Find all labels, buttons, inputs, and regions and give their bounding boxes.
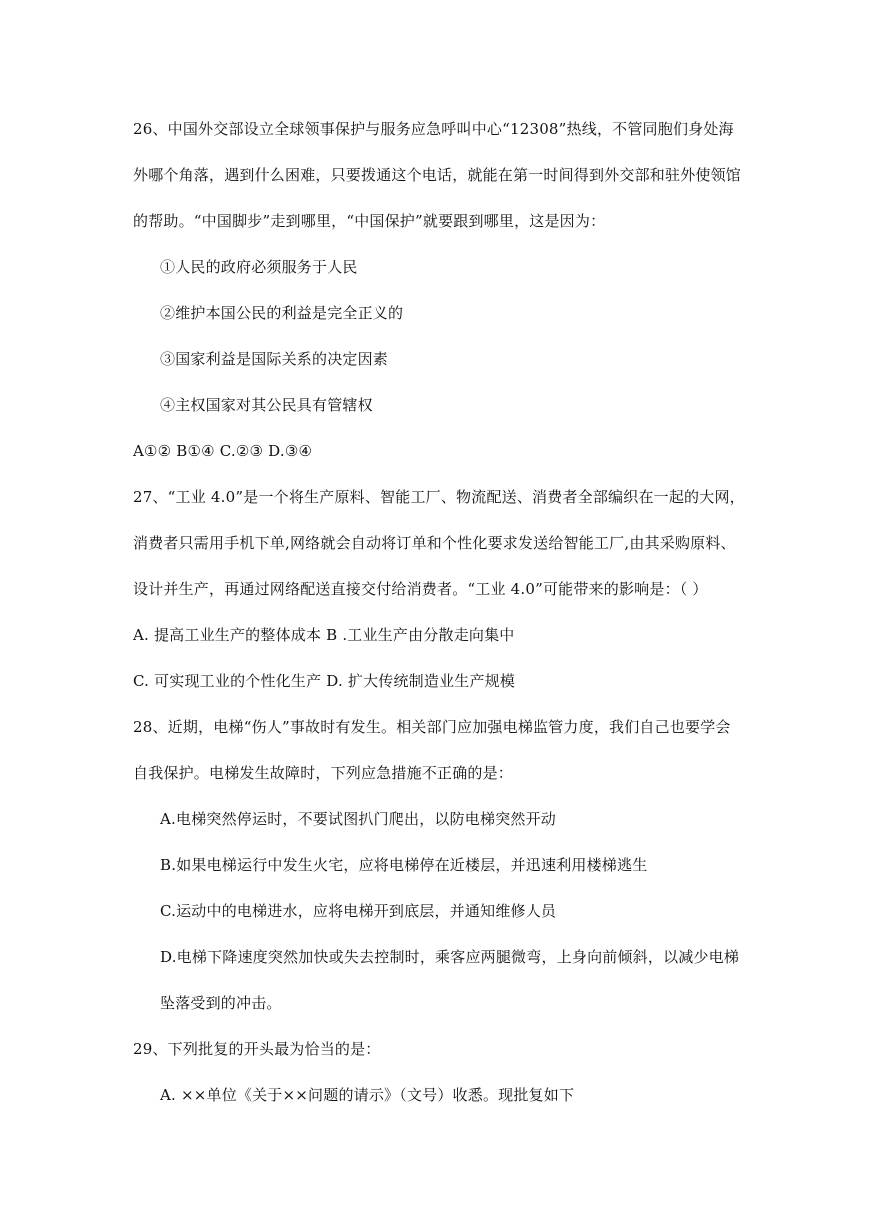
q27-options-cd: C. 可实现工业的个性化生产 D. 扩大传统制造业生产规模 <box>133 672 516 690</box>
q26-statement-2: ②维护本国公民的利益是完全正义的 <box>160 304 404 322</box>
q29-stem: 29、下列批复的开头最为恰当的是： <box>133 1040 381 1058</box>
q26-choices: A①② B①④ C.②③ D.③④ <box>133 442 313 460</box>
q28-option-d-line-1: D.电梯下降速度突然加快或失去控制时，乘客应两腿微弯，上身向前倾斜，以减少电梯 <box>160 948 740 966</box>
q28-option-a: A.电梯突然停运时，不要试图扒门爬出，以防电梯突然开动 <box>160 810 557 828</box>
q27-options-ab: A. 提高工业生产的整体成本 B .工业生产由分散走向集中 <box>133 626 515 644</box>
q26-stem-line-2: 外哪个角落，遇到什么困难，只要拨通这个电话，就能在第一时间得到外交部和驻外使领馆 <box>133 166 742 184</box>
q26-statement-3: ③国家利益是国际关系的决定因素 <box>160 350 389 368</box>
q28-option-c: C.运动中的电梯进水，应将电梯开到底层，并通知维修人员 <box>160 902 557 920</box>
q26-statement-1: ①人民的政府必须服务于人民 <box>160 258 358 276</box>
q28-stem-line-1: 28、近期，电梯“伤人”事故时有发生。相关部门应加强电梯监管力度，我们自己也要学会 <box>133 718 731 736</box>
q26-stem-line-3: 的帮助。“中国脚步”走到哪里，“中国保护”就要跟到哪里，这是因为： <box>133 212 606 230</box>
q28-option-b: B.如果电梯运行中发生火宅，应将电梯停在近楼层，并迅速利用楼梯逃生 <box>160 856 648 874</box>
q28-stem-line-2: 自我保护。电梯发生故障时，下列应急措施不正确的是： <box>133 764 514 782</box>
q26-stem-line-1: 26、中国外交部设立全球领事保护与服务应急呼叫中心“12308”热线，不管同胞们身处海 <box>133 120 734 138</box>
q27-stem-line-3: 设计并生产，再通过网络配送直接交付给消费者。“工业 4.0”可能带来的影响是：（ ） <box>133 580 708 598</box>
q28-option-d-line-2: 坠落受到的冲击。 <box>160 994 282 1012</box>
q29-option-a: A. ××单位《关于××问题的请示》（文号）收悉。现批复如下 <box>160 1086 575 1104</box>
q27-stem-line-2: 消费者只需用手机下单,网络就会自动将订单和个性化要求发送给智能工厂,由其采购原料、 <box>133 534 736 552</box>
q27-stem-line-1: 27、“工业 4.0”是一个将生产原料、智能工厂、物流配送、消费者全部编织在一起的大网， <box>133 488 745 506</box>
q26-statement-4: ④主权国家对其公民具有管辖权 <box>160 396 373 414</box>
